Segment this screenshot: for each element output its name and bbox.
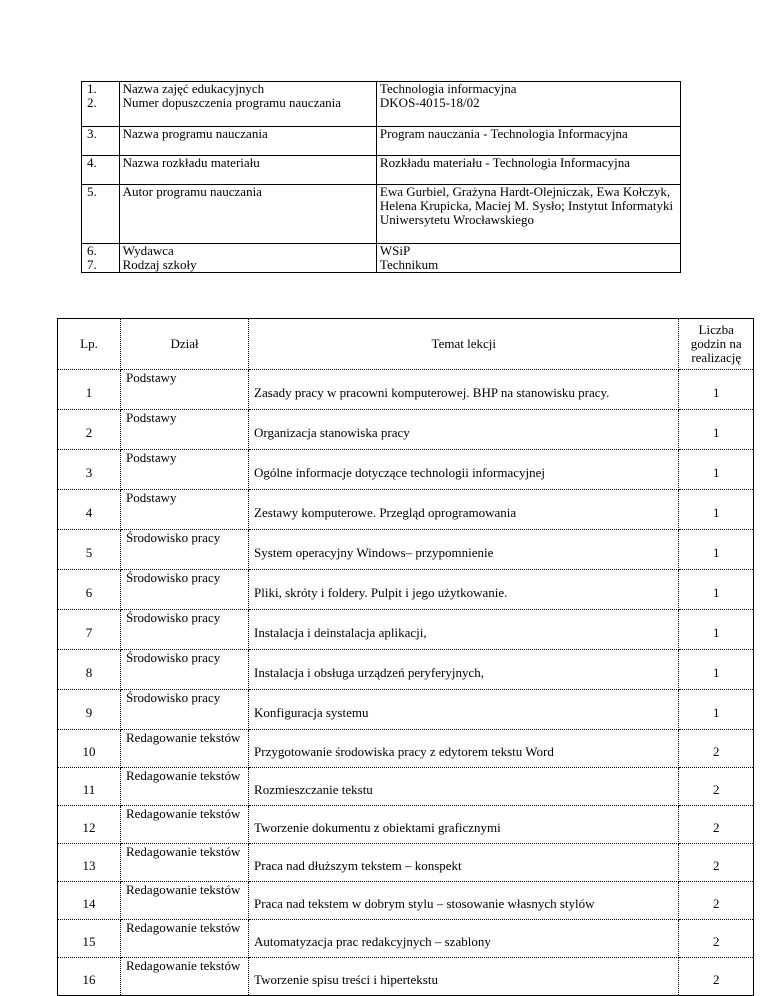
lesson-section: Redagowanie tekstów [120,958,248,996]
info-cell-text: Nazwa zajęć edukacyjnych [122,81,265,96]
info-number [82,127,120,156]
lesson-section: Podstawy [120,370,248,410]
lesson-section: Środowisko pracy [120,690,248,730]
header-temat: Temat lekcji [249,319,679,370]
info-cell-text: DKOS-4015-18/02 [379,95,480,110]
info-cell-text: 7. [87,257,97,272]
lesson-number: 1 [58,370,121,410]
lesson-topic: Instalacja i deinstalacja aplikacji, [249,610,679,650]
lesson-hours: 1 [679,570,754,610]
lesson-hours: 1 [679,650,754,690]
info-label [119,185,376,244]
lesson-header-row [58,319,754,370]
lesson-hours: 2 [679,806,754,844]
lesson-topic: Instalacja i obsługa urządzeń peryferyjnych, [249,650,679,690]
info-row [82,156,681,185]
info-value [376,185,680,244]
info-cell-text: Nazwa programu nauczania [122,126,268,141]
lesson-number: 11 [58,768,121,806]
lesson-number: 4 [58,490,121,530]
info-cell-text: 5. [87,184,97,199]
lesson-hours: 1 [679,690,754,730]
lesson-hours: 2 [679,920,754,958]
info-cell-text: 6. [87,243,97,258]
lesson-topic: Organizacja stanowiska pracy [249,410,679,450]
lesson-number: 8 [58,650,121,690]
lesson-section: Podstawy [120,490,248,530]
lesson-row [58,768,754,806]
lesson-hours: 2 [679,730,754,768]
info-row [82,244,681,273]
lesson-number: 2 [58,410,121,450]
lesson-row [58,690,754,730]
lesson-row [58,650,754,690]
lesson-topic: Zasady pracy w pracowni komputerowej. BHP na stanowisku pracy. [249,370,679,410]
info-cell-text: 1. [87,81,97,96]
lesson-row [58,370,754,410]
info-cell-text: Technikum [379,257,439,272]
info-cell-text: Technologia informacyjna [379,81,517,96]
lesson-topic: Tworzenie dokumentu z obiektami graficznymi [249,806,679,844]
info-row [82,82,681,127]
lesson-row [58,920,754,958]
lesson-number: 3 [58,450,121,490]
lesson-number: 16 [58,958,121,996]
lesson-number: 13 [58,844,121,882]
lesson-row [58,490,754,530]
lesson-hours: 2 [679,958,754,996]
lesson-section: Podstawy [120,410,248,450]
lesson-section: Redagowanie tekstów [120,844,248,882]
lesson-section: Redagowanie tekstów [120,730,248,768]
info-cell-text: Rodzaj szkoły [122,257,197,272]
lesson-number: 12 [58,806,121,844]
lesson-section: Środowisko pracy [120,610,248,650]
lesson-topic: Konfiguracja systemu [249,690,679,730]
header-godziny: Liczba godzin na realizację [679,319,754,370]
lesson-row [58,570,754,610]
lesson-number: 14 [58,882,121,920]
lesson-topic: Zestawy komputerowe. Przegląd oprogramowania [249,490,679,530]
lesson-section: Redagowanie tekstów [120,882,248,920]
lesson-plan-table [57,318,754,996]
lesson-row [58,806,754,844]
lesson-number: 6 [58,570,121,610]
lesson-number: 5 [58,530,121,570]
info-label [119,244,376,273]
lesson-row [58,882,754,920]
header-dzial: Dział [120,319,248,370]
lesson-hours: 1 [679,450,754,490]
lesson-hours: 2 [679,882,754,920]
info-label [119,127,376,156]
info-number [82,82,120,127]
lesson-hours: 1 [679,370,754,410]
lesson-section: Środowisko pracy [120,650,248,690]
lesson-hours: 1 [679,410,754,450]
lesson-number: 15 [58,920,121,958]
lesson-hours: 2 [679,768,754,806]
info-value [376,127,680,156]
info-cell-text: 2. [87,95,97,110]
info-label [119,82,376,127]
info-cell-text: WSiP [379,243,411,258]
info-cell-text: Autor programu nauczania [122,184,262,199]
lesson-section: Redagowanie tekstów [120,920,248,958]
info-cell-text: 4. [87,155,97,170]
info-cell-text: Program nauczania - Technologia Informacyjna [379,126,628,141]
info-number [82,185,120,244]
info-cell-text: 3. [87,126,97,141]
info-number [82,244,120,273]
lesson-row [58,450,754,490]
info-cell-text: Wydawca [122,243,174,258]
lesson-hours: 1 [679,610,754,650]
info-cell-text: Nazwa rozkładu materiału [122,155,260,170]
lesson-topic: Praca nad dłuższym tekstem – konspekt [249,844,679,882]
info-label [119,156,376,185]
lesson-section: Środowisko pracy [120,530,248,570]
lesson-row [58,610,754,650]
lesson-hours: 2 [679,844,754,882]
lesson-topic: System operacyjny Windows– przypomnienie [249,530,679,570]
info-cell-text: Ewa Gurbiel, Grażyna Hardt-Olejniczak, Ewa Kołczyk, Helena Krupicka, Maciej M. Sysło; Instytut Informatyki Uniwersytetu Wrocławskiego [379,184,674,227]
lesson-row [58,730,754,768]
lesson-row [58,410,754,450]
lesson-topic: Tworzenie spisu treści i hipertekstu [249,958,679,996]
lesson-number: 7 [58,610,121,650]
header-lp: Lp. [58,319,121,370]
lesson-section: Redagowanie tekstów [120,768,248,806]
program-info-table [81,81,681,273]
lesson-row [58,530,754,570]
info-value [376,244,680,273]
lesson-topic: Ogólne informacje dotyczące technologii informacyjnej [249,450,679,490]
lesson-row [58,844,754,882]
info-row [82,185,681,244]
lesson-number: 9 [58,690,121,730]
lesson-number: 10 [58,730,121,768]
lesson-topic: Automatyzacja prac redakcyjnych – szablony [249,920,679,958]
info-value [376,156,680,185]
lesson-hours: 1 [679,530,754,570]
lesson-hours: 1 [679,490,754,530]
lesson-section: Podstawy [120,450,248,490]
info-cell-text: Numer dopuszczenia programu nauczania [122,95,341,110]
lesson-topic: Przygotowanie środowiska pracy z edytorem tekstu Word [249,730,679,768]
lesson-topic: Rozmieszczanie tekstu [249,768,679,806]
info-cell-text: Rozkładu materiału - Technologia Informacyjna [379,155,630,170]
lesson-section: Redagowanie tekstów [120,806,248,844]
lesson-topic: Pliki, skróty i foldery. Pulpit i jego użytkowanie. [249,570,679,610]
info-number [82,156,120,185]
lesson-topic: Praca nad tekstem w dobrym stylu – stosowanie własnych stylów [249,882,679,920]
info-value [376,82,680,127]
lesson-section: Środowisko pracy [120,570,248,610]
lesson-row [58,958,754,996]
info-row [82,127,681,156]
